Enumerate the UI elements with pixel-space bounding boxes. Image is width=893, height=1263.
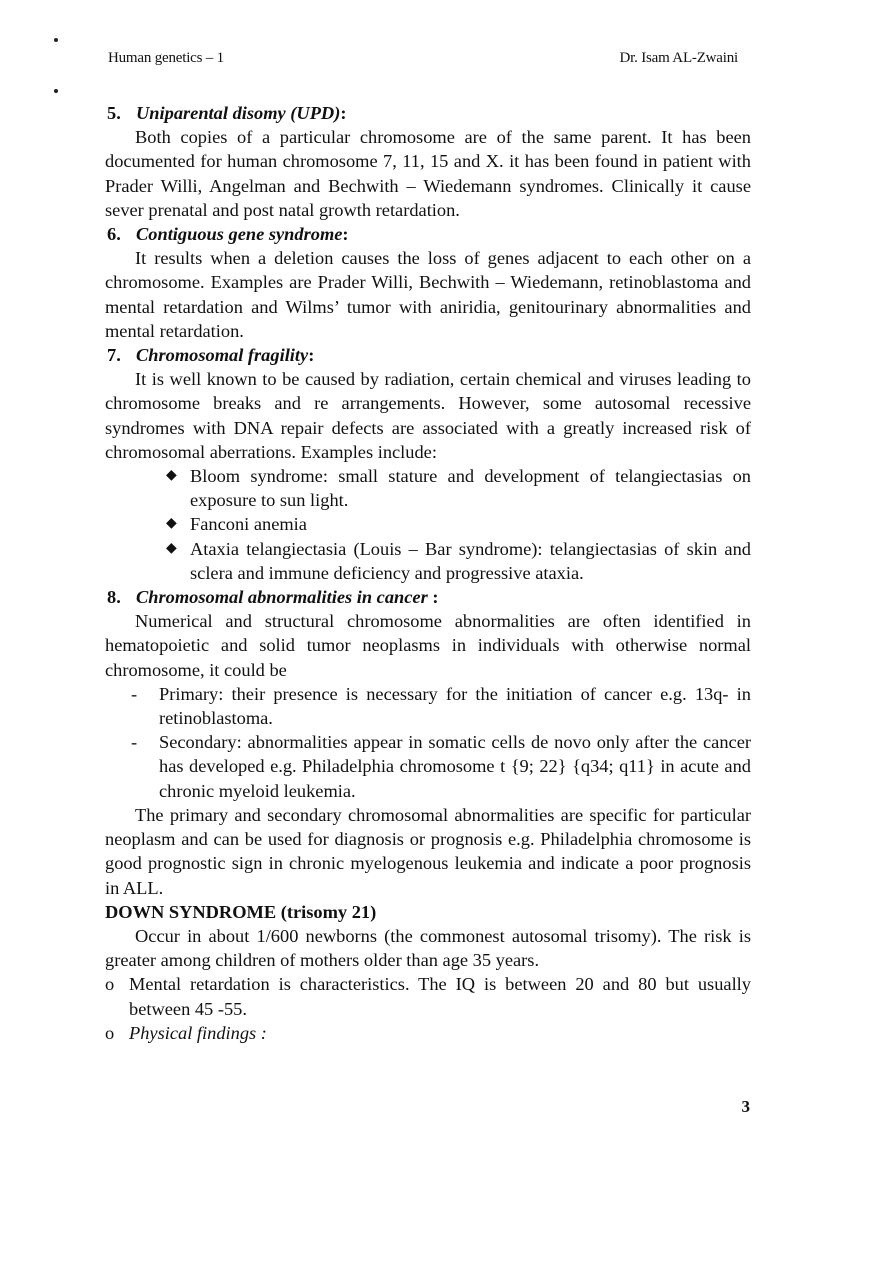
list-item: - Primary: their presence is necessary for the initiation of cancer e.g. 13q- in retinoblastoma. [131,683,751,729]
list-item: ◆ Ataxia telangiectasia (Louis – Bar syndrome): telangiectasias of skin and sclera and immune deficiency and progressive ataxia. [166,538,751,583]
section-heading-8: 8. Chromosomal abnormalities in cancer : [107,587,439,608]
section-heading-7: 7. Chromosomal fragility: [107,345,315,366]
section-6-paragraph: It results when a deletion causes the loss of genes adjacent to each other on a chromosome. Examples are Prader Willi, Bechwith – Wiedemann, retinoblastoma and mental retardation and Wilms’ tumor with aniridia, genitourinary abnormalities and mental retardation. [105,248,751,341]
dash-bullet-icon: - [131,732,138,753]
circle-bullet-icon: o [105,1022,115,1043]
header-course-title: Human genetics – 1 [108,50,224,66]
page-number: 3 [741,1097,750,1116]
dash-bullet-icon: - [131,683,138,704]
diamond-bullet-icon: ◆ [166,516,177,532]
list-item: - Secondary: abnormalities appear in somatic cells de novo only after the cancer has developed e.g. Philadelphia chromosome t {9; 22} {q34; q11} in acute and chronic myeloid leukemia. [131,732,751,801]
fragility-examples-list [105,464,751,585]
header-author: Dr. Isam AL-Zwaini [619,50,738,66]
section-heading-6: 6. Contiguous gene syndrome: [107,224,349,245]
cancer-types-list [105,682,751,803]
section-heading-5: 5. Uniparental disomy (UPD): [107,103,347,123]
list-item: o Mental retardation is characteristics. The IQ is between 20 and 80 but usually between 45 -55. [105,974,751,1019]
section-5-paragraph: Both copies of a particular chromosome are of the same parent. It has been documented for human chromosome 7, 11, 15 and X. it has been found in patient with Prader Willi, Angelman and Bechwith – Wiedemann syndromes. Clinically it cause sever prenatal and post natal growth retardation. [105,127,751,220]
scan-mark-dot [54,89,58,93]
list-item: o Physical findings : [105,1021,751,1045]
diamond-bullet-icon: ◆ [166,468,177,484]
section-7-paragraph: It is well known to be caused by radiation, certain chemical and viruses leading to chromosome breaks and re arrangements. However, some autosomal recessive syndromes with DNA repair defects are associated with a greatly increased risk of chromosomal aberrations. Examples include: [105,369,751,462]
down-syndrome-list [105,972,751,1045]
circle-bullet-icon: o [105,974,115,995]
down-syndrome-intro: Occur in about 1/600 newborns (the commonest autosomal trisomy). The risk is greater among children of mothers older than age 35 years. [105,925,751,971]
list-item: ◆ Fanconi anemia [162,512,751,536]
page-body [105,101,751,1045]
scan-mark-dot [54,38,58,42]
diamond-bullet-icon: ◆ [166,540,177,556]
section-8-paragraph: Numerical and structural chromosome abnormalities are often identified in hematopoietic and solid tumor neoplasms in individuals with otherwise normal chromosome, it could be [105,611,751,680]
down-syndrome-heading: DOWN SYNDROME (trisomy 21) [105,901,377,922]
list-item: ◆ Bloom syndrome: small stature and development of telangiectasias on exposure to sun light. [166,466,751,511]
section-8-closing-paragraph: The primary and secondary chromosomal abnormalities are specific for particular neoplasm and can be used for diagnosis or prognosis e.g. Philadelphia chromosome is good prognostic sign in chronic myelogenous leukemia and indicate a poor prognosis in ALL. [105,804,751,898]
